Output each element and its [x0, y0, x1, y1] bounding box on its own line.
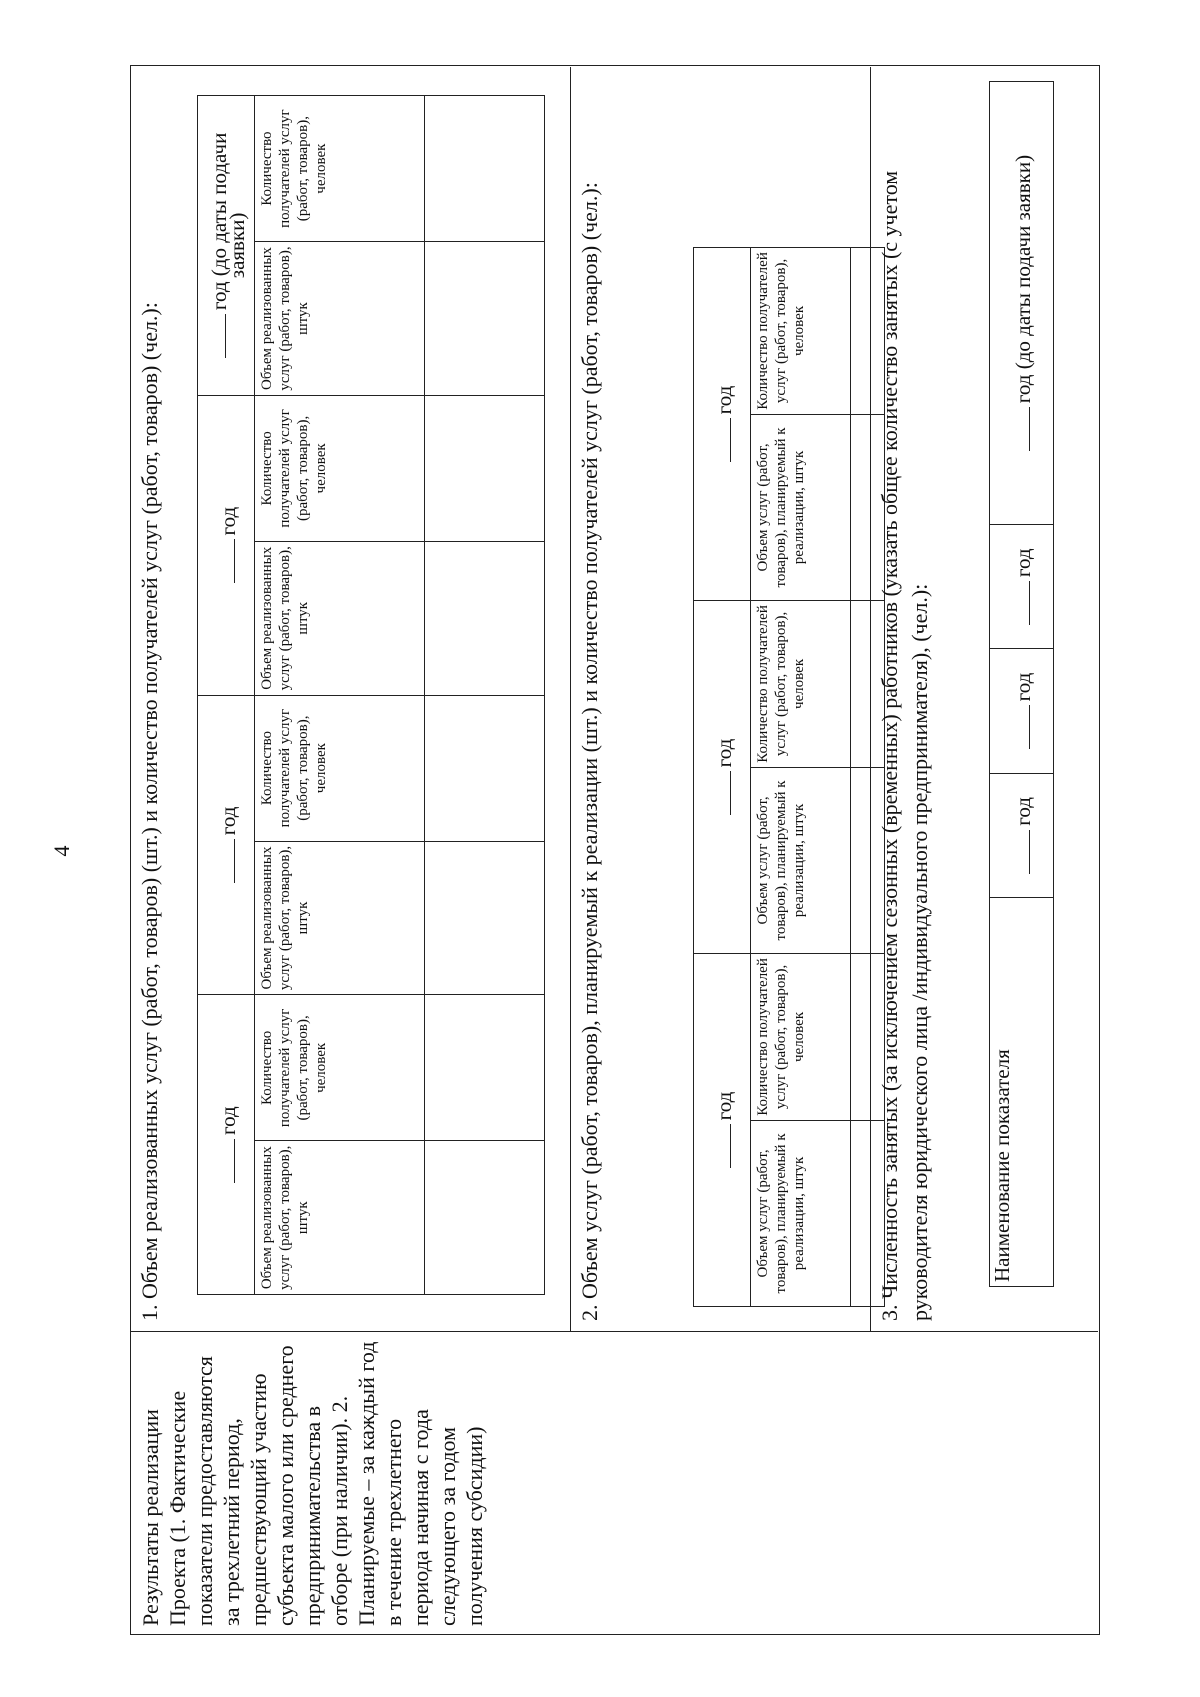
year-header: год [694, 954, 751, 1307]
year-header: год [990, 773, 1054, 897]
col-volume: Объем услуг (работ, товаров), планируемый к реализации, штук [751, 414, 851, 600]
results-content [131, 67, 1098, 1331]
page-number: 4 [49, 845, 74, 857]
col-volume: Объем услуг (работ, товаров), планируемый к реализации, штук [751, 767, 851, 953]
section1-title: 1. Объем реализованных услуг (работ, товаров) (шт.) и количество получателей услуг (работ, товаров) (чел.): [137, 302, 162, 1321]
results-table [130, 65, 1100, 1635]
col-volume: Объем реализованных услуг (работ, товаров), штук [255, 541, 425, 695]
value-cell[interactable] [425, 96, 545, 242]
col-recipients: Количество получателей услуг (работ, товаров), человек [751, 248, 851, 415]
col-volume: Объем реализованных услуг (работ, товаров), штук [255, 841, 425, 995]
year-header: год [990, 649, 1054, 773]
col-volume: Объем услуг (работ, товаров), планируемый к реализации, штук [751, 1120, 851, 1306]
col-recipients: Количество получателей услуг (работ, товаров), человек [255, 695, 425, 841]
col-recipients: Количество получателей услуг (работ, товаров), человек [255, 995, 425, 1141]
col-recipients: Количество получателей услуг (работ, товаров), человек [255, 96, 425, 242]
year-header: год [694, 601, 751, 954]
value-cell[interactable] [425, 395, 545, 541]
actual-results-table [197, 95, 545, 1295]
employees-table [989, 81, 1054, 1287]
col-recipients: Количество получателей услуг (работ, товаров), человек [751, 601, 851, 768]
year-header-last: год (до даты подачи заявки) [990, 82, 1054, 525]
section2-title: 2. Объем услуг (работ, товаров), планируемый к реализации (шт.) и количество получателей услуг (работ, товаров) (чел.): [577, 182, 602, 1321]
section3-title: 3. Численность занятых (за исключением сезонных (временных) работников (указать общее количество занятых (с учетом руководителя юридического лица /индивидуального предпринимателя), (чел.): [877, 170, 932, 1321]
value-cell[interactable] [425, 841, 545, 995]
year-header: год [198, 695, 255, 995]
year-header-last: год (до даты подачи заявки) [198, 96, 255, 396]
value-cell[interactable] [425, 1141, 545, 1295]
col-volume: Объем реализованных услуг (работ, товаров), штук [255, 242, 425, 396]
year-header: год [990, 525, 1054, 649]
value-cell[interactable] [425, 541, 545, 695]
planned-results-table [693, 247, 885, 1307]
section-employees [871, 67, 1098, 1331]
rotated-page [130, 65, 1100, 1635]
year-header: год [198, 995, 255, 1295]
col-volume: Объем реализованных услуг (работ, товаров), штук [255, 1141, 425, 1295]
results-description: Результаты реализации Проекта (1. Фактические показатели предоставляются за трехлетний период, предшествующий участию субъекта малого или среднего предпринимательства в отборе (при наличии). 2. Планируемые – за каждый год в течение трехлетнего периода начиная с года следующего за годом получения субсидии) [131, 1331, 1098, 1634]
section-planned-results [571, 67, 871, 1331]
indicator-name-header: Наименование показателя [990, 898, 1054, 1287]
col-recipients: Количество получателей услуг (работ, товаров), человек [751, 954, 851, 1121]
value-cell[interactable] [425, 242, 545, 396]
col-recipients: Количество получателей услуг (работ, товаров), человек [255, 395, 425, 541]
value-cell[interactable] [425, 995, 545, 1141]
value-cell[interactable] [425, 695, 545, 841]
year-header: год [198, 395, 255, 695]
year-header: год [694, 248, 751, 601]
section-actual-results [131, 67, 571, 1331]
